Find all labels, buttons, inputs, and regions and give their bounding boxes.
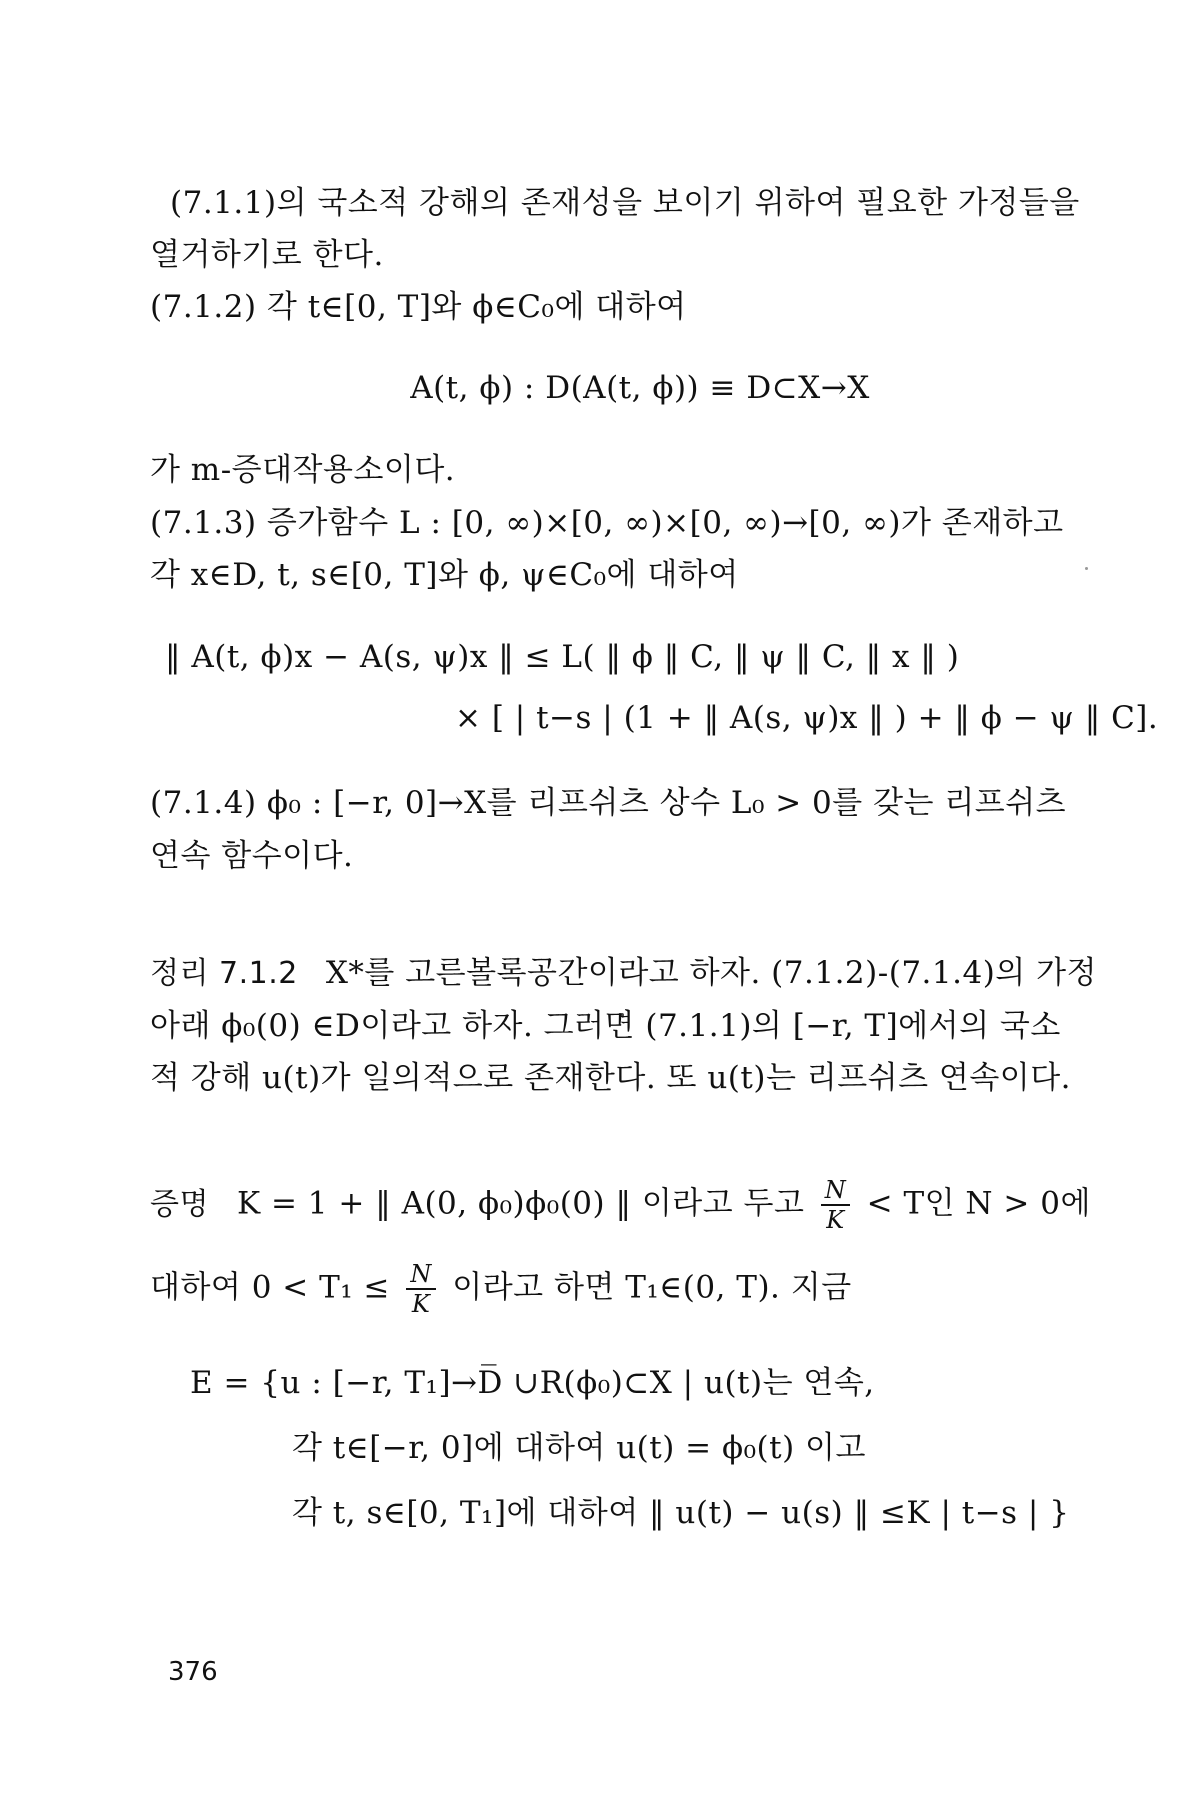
print-speck-small [1085, 567, 1088, 570]
page-number: 376 [168, 1657, 218, 1687]
theorem-7-1-2-line-1 [150, 953, 1097, 994]
hypothesis-7-1-4-line-1: (7.1.4) ϕ₀ : [−r, 0]→X를 리프쉬츠 상수 L₀ > 0를 갖는 리프쉬츠 [150, 785, 1067, 821]
hypothesis-7-1-3-line-1: (7.1.3) 증가함수 L : [0, ∞)×[0, ∞)×[0, ∞)→[0, ∞)가 존재하고 [150, 505, 1064, 541]
hypothesis-7-1-2-line: (7.1.2) 각 t∈[0, T]와 ϕ∈C₀에 대하여 [150, 289, 687, 325]
fraction-n-over-k-2 [406, 1262, 436, 1316]
proof-text-1a: K = 1 + ‖ A(0, ϕ₀)ϕ₀(0) ‖ 이라고 두고 [236, 1185, 805, 1222]
fraction-numerator-2: N [406, 1262, 436, 1290]
set-definition-line-2: 각 t∈[−r, 0]에 대하여 u(t) = ϕ₀(t) 이고 [292, 1430, 866, 1466]
hypothesis-7-1-2-conclusion: 가 m-증대작용소이다. [150, 452, 456, 488]
theorem-7-1-2-line-3: 적 강해 u(t)가 일의적으로 존재한다. 또 u(t)는 리프쉬츠 연속이다. [150, 1060, 1072, 1096]
intro-line-1: (7.1.1)의 국소적 강해의 존재성을 보이기 위하여 필요한 가정들을 [170, 185, 1080, 221]
hypothesis-7-1-3-line-2: 각 x∈D, t, s∈[0, T]와 ϕ, ψ∈C₀에 대하여 [150, 557, 739, 593]
hypothesis-7-1-2-equation: A(t, ϕ) : D(A(t, ϕ)) ≡ D⊂X→X [410, 370, 870, 406]
hypothesis-7-1-3-inequality-1: ‖ A(t, ϕ)x − A(s, ψ)x ‖ ≤ L( ‖ ϕ ‖ C, ‖ ψ ‖ C, ‖ x ‖ ) [165, 639, 960, 675]
proof-text-2b: 이라고 하면 T₁∈(0, T). 지금 [452, 1269, 852, 1306]
theorem-7-1-2-line-2: 아래 ϕ₀(0) ∈D이라고 하자. 그러면 (7.1.1)의 [−r, T]에서의 국소 [150, 1008, 1061, 1044]
hypothesis-7-1-4-line-2: 연속 함수이다. [150, 838, 354, 874]
set-definition-line-3: 각 t, s∈[0, T₁]에 대하여 ‖ u(t) − u(s) ‖ ≤K | t−s | } [292, 1495, 1070, 1531]
proof-line-2 [150, 1262, 852, 1316]
fraction-n-over-k [821, 1178, 851, 1232]
proof-text-1b: < T인 N > 0에 [866, 1185, 1091, 1222]
proof-line-1 [150, 1178, 1091, 1232]
theorem-label: 정리 7.1.2 [150, 956, 298, 991]
fraction-numerator: N [821, 1178, 851, 1206]
hypothesis-7-1-3-inequality-2: × [ | t−s | (1 + ‖ A(s, ψ)x ‖ ) + ‖ ϕ − ψ ‖ C]. [455, 700, 1159, 736]
intro-line-2: 열거하기로 한다. [150, 237, 384, 273]
fraction-denominator: K [826, 1206, 845, 1234]
theorem-text-1: X*를 고른볼록공간이라고 하자. (7.1.2)-(7.1.4)의 가정 [325, 955, 1097, 991]
proof-text-2a: 대하여 0 < T₁ ≤ [150, 1269, 391, 1306]
fraction-denominator-2: K [411, 1290, 431, 1318]
set-definition-line-1: E = {u : [−r, T₁]→D̅ ∪R(ϕ₀)⊂X | u(t)는 연속, [190, 1365, 875, 1401]
proof-label: 증명 [150, 1186, 209, 1222]
